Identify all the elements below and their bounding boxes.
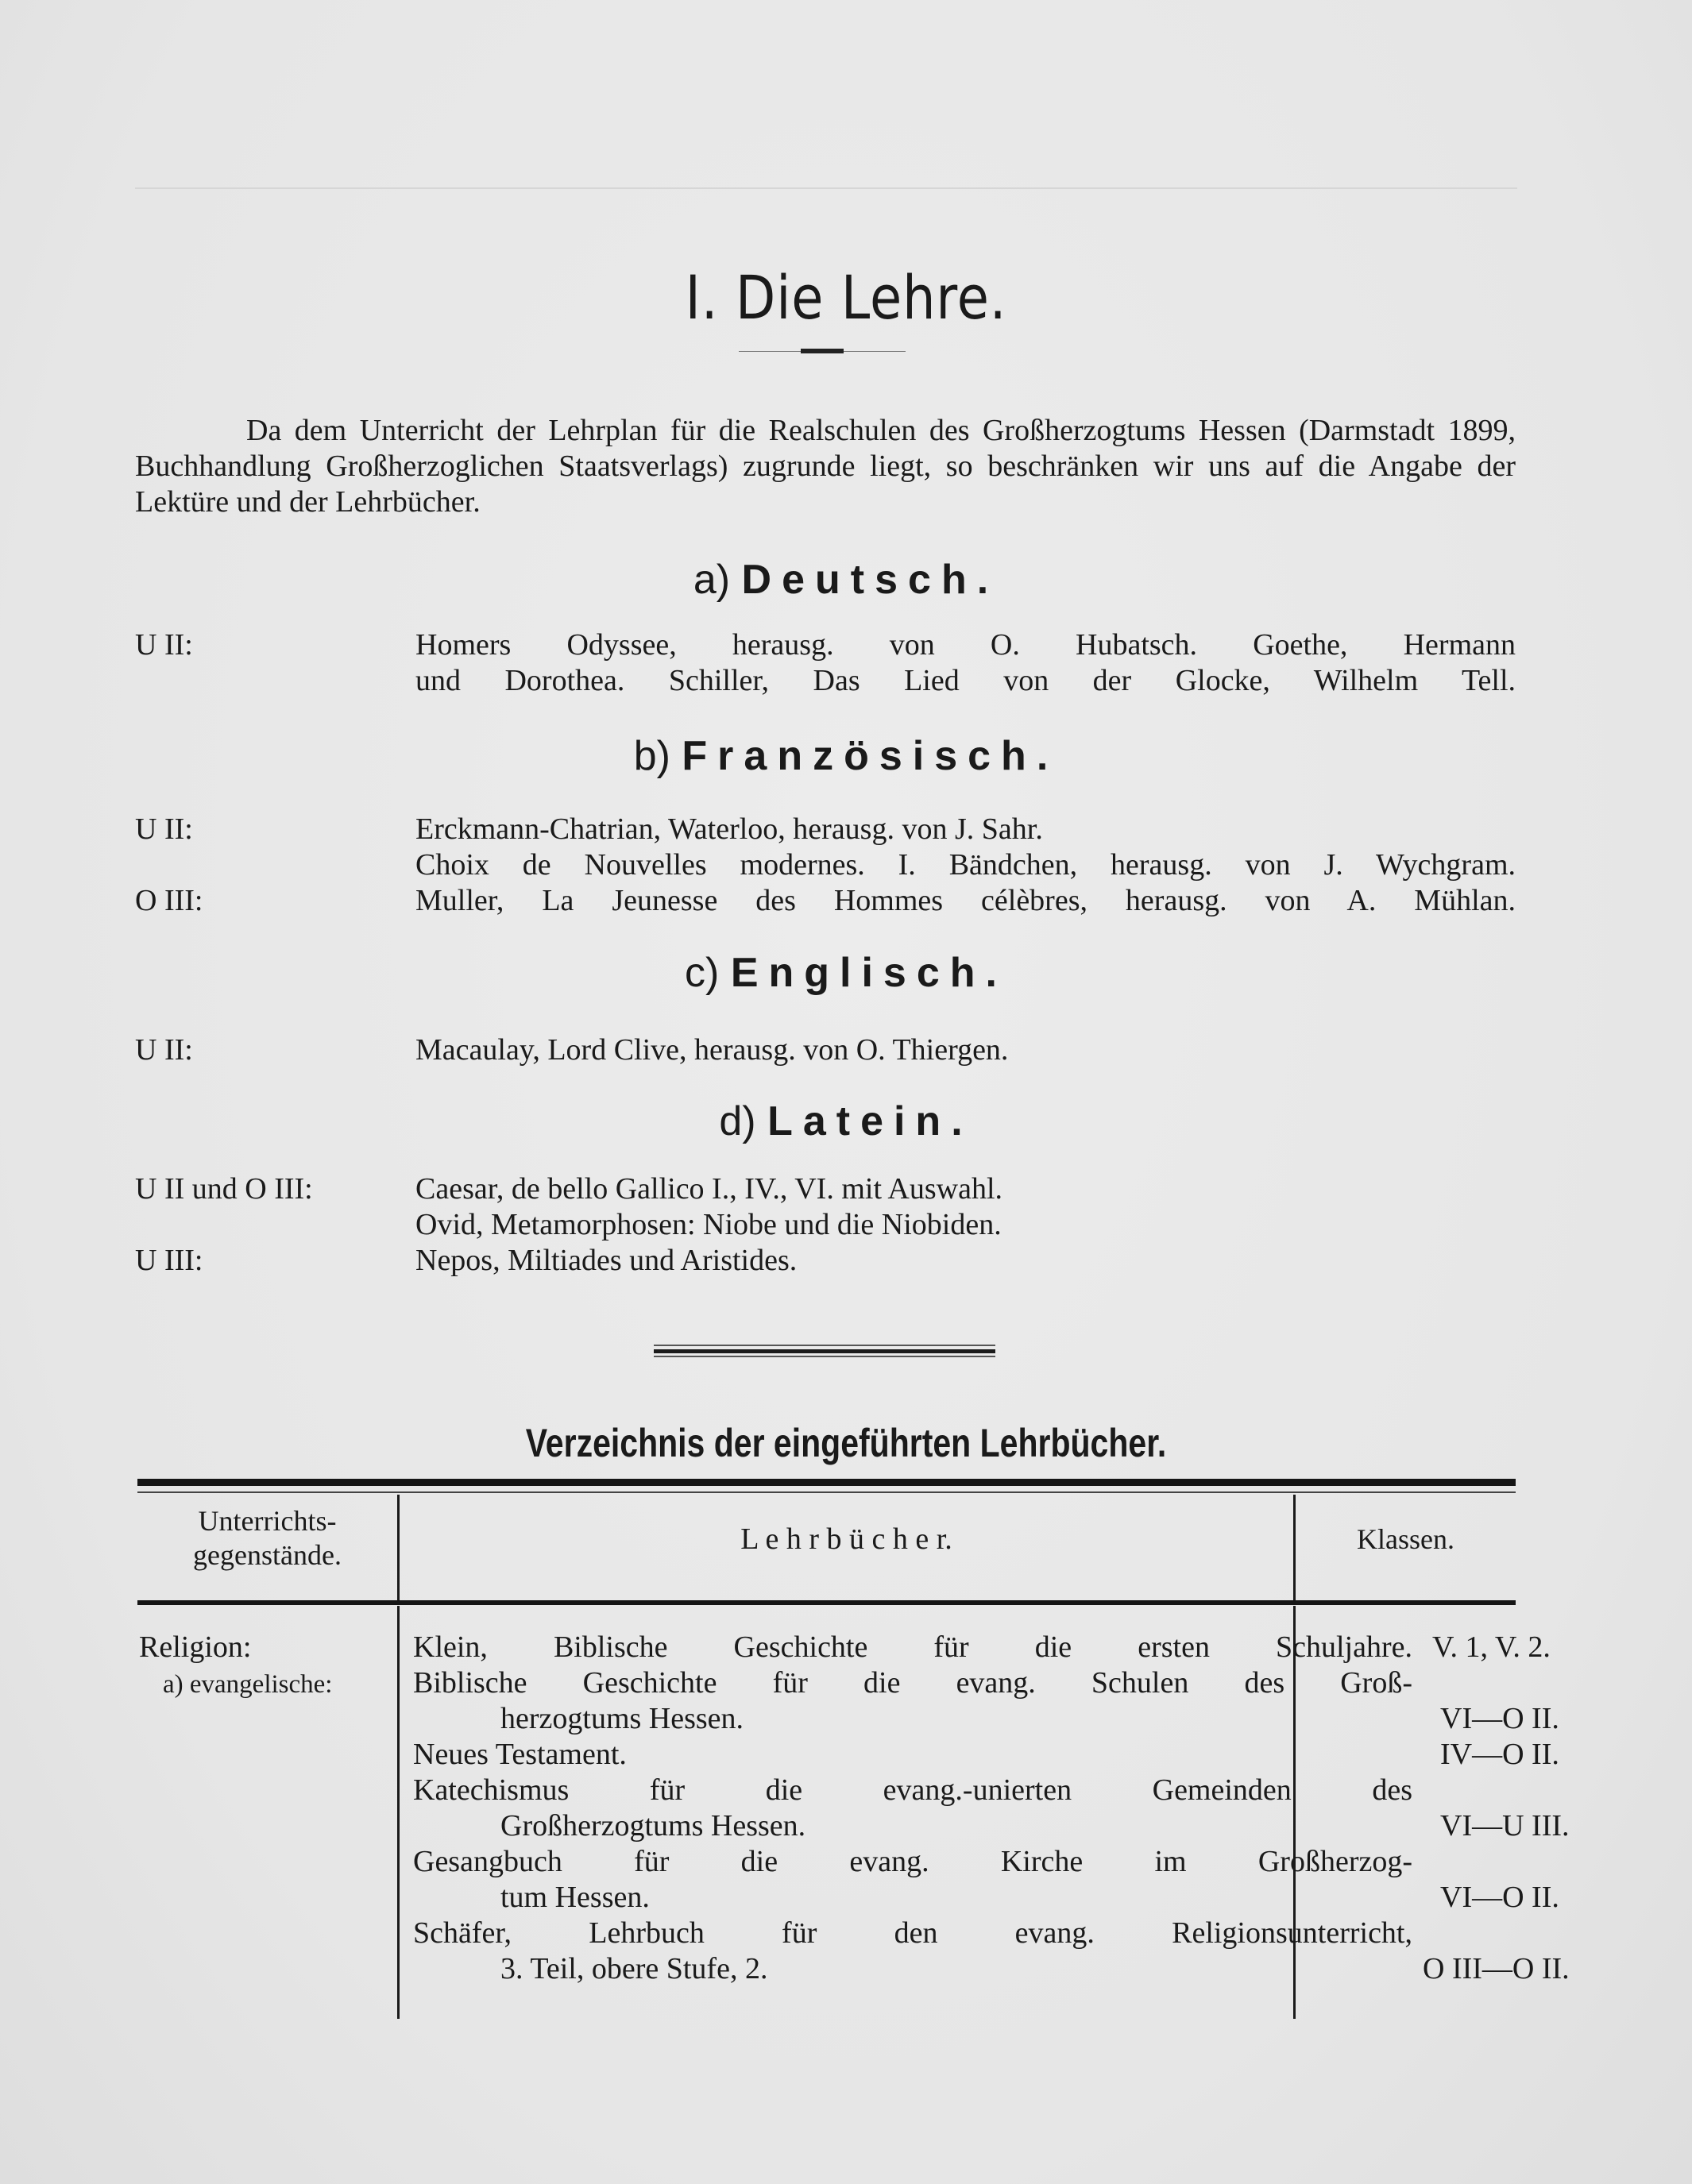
class-range: VI—O II. [1440, 1881, 1559, 1914]
section-subject: Deutsch. [741, 557, 999, 603]
table-row [413, 1665, 1412, 1737]
book-title: Biblische Geschichte für die evang. Schulen des Groß- [413, 1666, 1412, 1700]
book-title-cont: 3. Teil, obere Stufe, 2. [500, 1952, 768, 1985]
table-header-rule [137, 1600, 1516, 1605]
entry-line: Homers Odyssee, herausg. von O. Hubatsch. Goethe, Hermann [415, 628, 1516, 662]
reading-entry [135, 1032, 1516, 1068]
entry-line: Erckmann-Chatrian, Waterloo, herausg. von J. Sahr. [415, 812, 1043, 846]
class-label: O III: [135, 884, 203, 917]
reading-entry [135, 812, 1516, 883]
table-row [413, 1773, 1412, 1844]
intro-paragraph [135, 413, 1516, 520]
section-letter: b) [633, 733, 670, 779]
reading-entry [135, 1171, 1516, 1243]
section-heading-deutsch [0, 556, 1692, 604]
subject-name: Religion: [139, 1630, 252, 1664]
class-label: U II: [135, 628, 193, 662]
section-divider [654, 1345, 995, 1357]
book-title-cont: tum Hessen. [500, 1881, 650, 1914]
column-divider [397, 1606, 400, 2019]
class-range: O III—O II. [1423, 1952, 1570, 1985]
intro-text: Da dem Unterricht der Lehrplan für die Realschulen des Großherzogtums Hessen (Darmstadt 1899, Buchhandlung Großherzoglichen Staatsverlags) zugrunde liegt, so beschränken wir uns auf die Angabe der Lektüre und der Lehrbücher. [135, 414, 1516, 519]
section-letter: a) [693, 557, 731, 603]
section-heading-englisch [0, 949, 1692, 997]
title-ornament-divider [739, 350, 906, 353]
class-label: U III: [135, 1244, 203, 1277]
entry-line: und Dorothea. Schiller, Das Lied von der Glocke, Wilhelm Tell. [415, 664, 1516, 697]
page-title: I. Die Lehre. [685, 262, 1007, 333]
book-title-cont: herzogtums Hessen. [500, 1702, 744, 1735]
section-subject: Latein. [767, 1098, 973, 1144]
subject-subcategory: a) evangelische: [163, 1670, 333, 1699]
entry-line: Muller, La Jeunesse des Hommes célèbres, herausg. von A. Mühlan. [415, 884, 1516, 917]
section-subject: Englisch. [730, 950, 1007, 996]
entry-line: Nepos, Miltiades und Aristides. [415, 1244, 798, 1277]
faint-top-rule [135, 187, 1517, 189]
entry-line: Caesar, de bello Gallico I., IV., VI. mit Auswahl. [415, 1172, 1002, 1206]
class-range: VI—U III. [1440, 1809, 1570, 1843]
table-row [413, 1630, 1412, 1665]
class-range: V. 1, V. 2. [1432, 1630, 1551, 1664]
header-text: gegenstände. [193, 1539, 342, 1571]
textbooks-heading: Verzeichnis der eingeführten Lehrbücher. [525, 1421, 1167, 1465]
class-range: VI—O II. [1440, 1702, 1559, 1735]
column-header-books: L e h r b ü c h e r. [740, 1522, 952, 1556]
subject-cell [139, 1630, 332, 1703]
book-title: Gesangbuch für die evang. Kirche im Großherzog- [413, 1845, 1412, 1878]
reading-entry [135, 1243, 1516, 1279]
section-letter: c) [685, 950, 720, 996]
entry-line: Macaulay, Lord Clive, herausg. von O. Thiergen. [415, 1033, 1009, 1067]
table-row [413, 1737, 1412, 1773]
table-row [413, 1916, 1412, 1987]
section-subject: Französisch. [682, 733, 1059, 779]
class-label: U II und O III: [135, 1172, 313, 1206]
entry-line: Ovid, Metamorphosen: Niobe und die Niobiden. [415, 1208, 1002, 1241]
table-top-rule-thin [137, 1491, 1516, 1493]
section-letter: d) [719, 1098, 756, 1144]
table-row [413, 1844, 1412, 1916]
class-label: U II: [135, 812, 193, 846]
column-header-classes: Klassen. [1357, 1523, 1454, 1555]
book-title: Neues Testament. [413, 1738, 627, 1771]
book-title: Schäfer, Lehrbuch für den evang. Religionsunterricht, [413, 1916, 1412, 1950]
book-title: Klein, Biblische Geschichte für die ersten Schuljahre. [413, 1630, 1412, 1664]
entry-line: Choix de Nouvelles modernes. I. Bändchen, herausg. von J. Wychgram. [415, 848, 1516, 882]
table-top-rule [137, 1479, 1516, 1486]
section-heading-latein [0, 1098, 1692, 1145]
reading-entry [135, 883, 1516, 919]
column-header-subjects [137, 1504, 397, 1572]
book-title-cont: Großherzogtums Hessen. [500, 1809, 806, 1843]
header-text: Unterrichts- [198, 1505, 337, 1537]
reading-entry [135, 627, 1516, 699]
section-heading-franzoesisch [0, 732, 1692, 780]
class-range: IV—O II. [1440, 1738, 1559, 1771]
class-label: U II: [135, 1033, 193, 1067]
book-title: Katechismus für die evang.-unierten Gemeinden des [413, 1773, 1412, 1807]
